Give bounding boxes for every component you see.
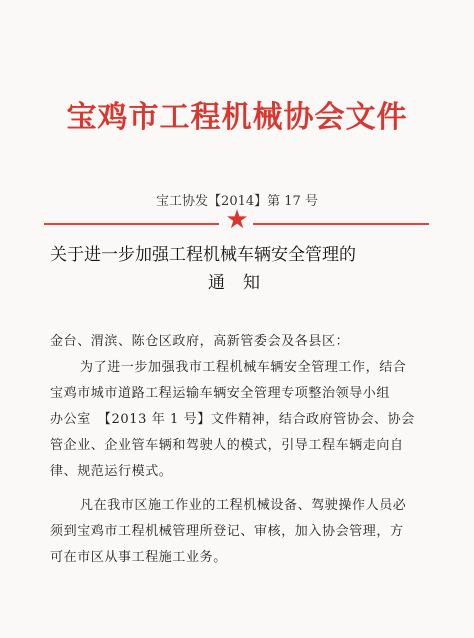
notice-title: 关于进一步加强工程机械车辆安全管理的 xyxy=(50,245,356,265)
document-number: 宝工协发【2014】第 17 号 xyxy=(156,194,318,209)
paragraph1-line: 律、规范运行模式。 xyxy=(50,464,173,479)
star-icon: ★ xyxy=(225,205,249,235)
recipients-line: 金台、渭滨、陈仓区政府，高新管委会及各县区： xyxy=(50,334,350,349)
notice-subtitle: 通知 xyxy=(208,273,278,293)
paragraph2-line: 须到宝鸡市工程机械管理所登记、审核，加入协会管理，方 xyxy=(50,524,404,539)
header-divider-right xyxy=(253,223,429,225)
paragraph2-line: 可在市区从事工程施工业务。 xyxy=(50,550,227,565)
paragraph2-line: 凡在我市区施工作业的工程机械设备、驾驶操作人员必 xyxy=(80,498,407,513)
document-header-title: 宝鸡市工程机械协会文件 xyxy=(66,100,408,135)
paragraph1-line: 管企业、企业管车辆和驾驶人的模式，引导工程车辆走向自 xyxy=(50,438,404,453)
header-divider-left xyxy=(44,223,219,225)
paragraph1-line: 宝鸡市城市道路工程运输车辆安全管理专项整治领导小组 xyxy=(50,386,391,401)
paragraph1-line: 为了进一步加强我市工程机械车辆安全管理工作，结合 xyxy=(80,360,407,375)
paragraph1-line: 办公室 【2013 年 1 号】文件精神，结合政府管协会、协会 xyxy=(50,412,415,427)
